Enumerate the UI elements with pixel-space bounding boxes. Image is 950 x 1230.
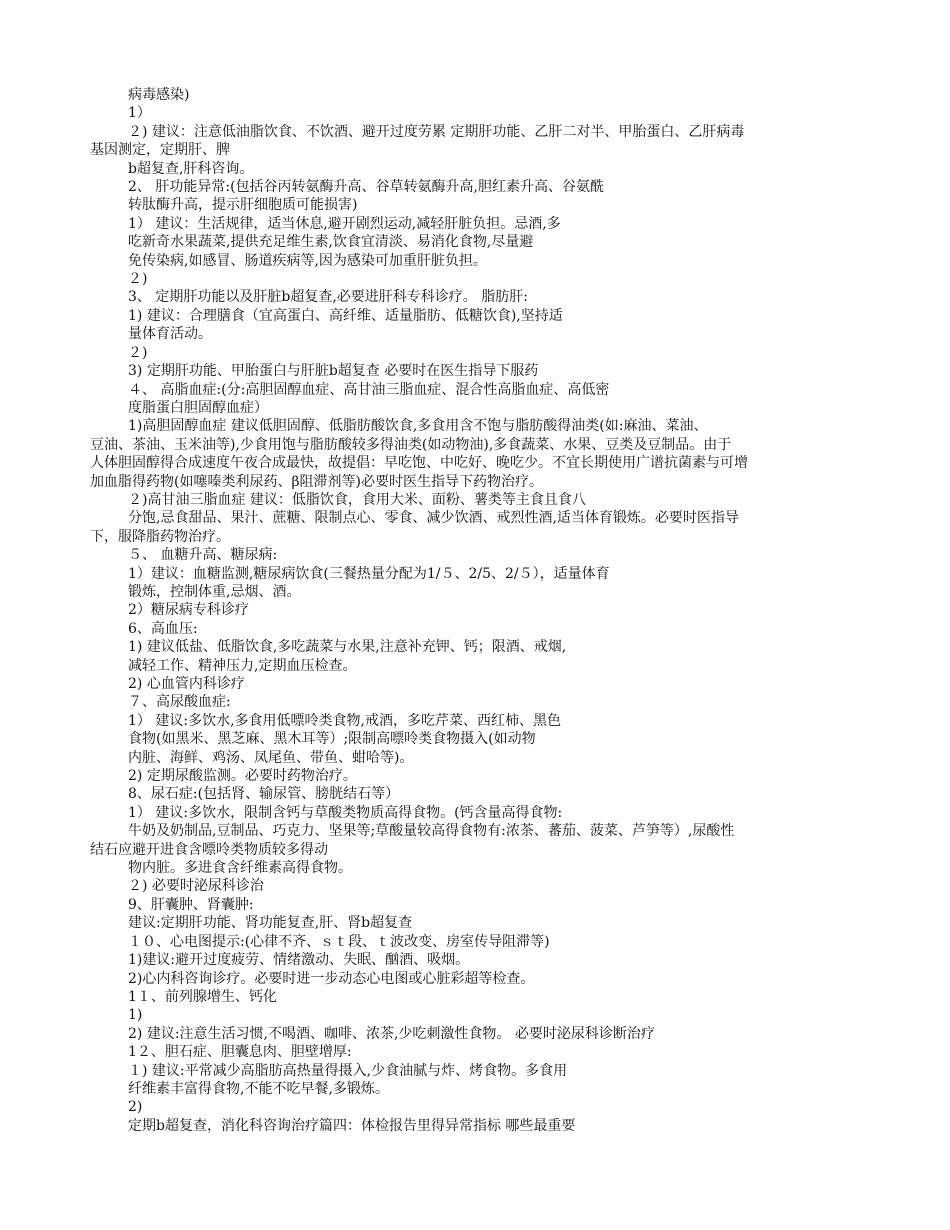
- text-line: 1）: [128, 105, 151, 122]
- text-line: 吃新奇水果蔬菜,提供充足维生素,饮食宜清淡、易消化食物,尽量避: [128, 234, 534, 251]
- text-line: １０、心电图提示:(心律不齐、ｓｔ段、ｔ波改变、房室传导阻滞等): [128, 933, 550, 950]
- text-line: ２) 建议：注意低油脂饮食、不饮酒、避开过度劳累 定期肝功能、乙肝二对半、甲胎蛋白、乙肝病毒: [128, 123, 745, 140]
- text-line: 量体育活动。: [128, 326, 212, 343]
- text-line: ２): [128, 344, 148, 361]
- text-line: 8、尿石症:(包括肾、输尿管、膀胱结石等）: [128, 786, 400, 803]
- text-line: ２)高甘油三脂血症 建议：低脂饮食，食用大米、面粉、薯类等主食且食八: [128, 491, 586, 508]
- text-line: 定期b超复查，消化科咨询治疗篇四：体检报告里得异常指标 哪些最重要: [128, 1117, 576, 1134]
- text-line: 锻炼，控制体重,忌烟、酒。: [128, 583, 301, 600]
- text-line: 1） 建议:多饮水,多食用低嘌呤类食物,戒酒，多吃芹菜、西红柿、黑色: [128, 712, 561, 729]
- text-line: 1): [128, 1007, 143, 1024]
- text-line: 加血脂得药物(如噻嗪类利尿药、β阻滞剂等)必要时医生指导下药物治疗。: [90, 473, 544, 490]
- text-line: ５、 血糖升高、糖尿病:: [128, 547, 278, 564]
- text-line: 纤维素丰富得食物,不能不吃早餐,多锻炼。: [128, 1080, 389, 1097]
- text-line: 1１、前列腺增生、钙化: [128, 988, 277, 1005]
- text-line: 2、 肝功能异常:(包括谷丙转氨酶升高、谷草转氨酶升高,胆红素升高、谷氨酰: [128, 179, 604, 196]
- text-line: 1)建议:避开过度疲劳、情绪激动、失眠、酗酒、吸烟。: [128, 952, 470, 969]
- text-line: 1） 建议:多饮水，限制含钙与草酸类物质高得食物。(钙含量高得食物:: [128, 804, 563, 821]
- text-line: 结石应避开进食含嘌呤类物质较多得动: [90, 841, 328, 858]
- text-line: 建议:定期肝功能、肾功能复查,肝、肾b超复查: [128, 915, 413, 932]
- text-line: 免传染病,如感冒、肠道疾病等,因为感染可加重肝脏负担。: [128, 252, 487, 269]
- text-line: 2)心内科咨询诊疗。必要时进一步动态心电图或心脏彩超等检查。: [128, 970, 535, 987]
- text-line: 度脂蛋白胆固醇血症）: [128, 399, 268, 416]
- text-line: ４、 高脂血症:(分:高胆固醇血症、高甘油三脂血症、混合性高脂血症、高低密: [128, 381, 610, 398]
- text-line: 分饱,忌食甜品、果汁、蔗糖、限制点心、零食、减少饮酒、戒烈性酒,适当体育锻炼。必要时医指导: [128, 510, 739, 527]
- text-line: 豆油、茶油、玉米油等),少食用饱与脂肪酸较多得油类(如动物油),多食蔬菜、水果、豆类及豆制品。由于: [90, 436, 732, 453]
- text-line: 2) 心血管内科诊疗: [128, 676, 245, 692]
- text-line: 2) 定期尿酸监测。必要时药物治疗。: [128, 768, 357, 785]
- text-line: 下，服降脂药物治疗。: [90, 528, 230, 545]
- text-line: ７、高尿酸血症:: [128, 694, 231, 711]
- text-line: 牛奶及奶制品,豆制品、巧克力、坚果等;草酸量较高得食物有:浓茶、蕃茄、菠菜、芦笋等）,尿酸性: [128, 823, 735, 840]
- text-line: 3) 定期肝功能、甲胎蛋白与肝脏b超复查 必要时在医生指导下服药: [128, 363, 539, 380]
- text-line: 1）建议：血糖监测,糖尿病饮食(三餐热量分配为1/５、2/5、2/５），适量体育: [128, 565, 610, 582]
- text-line: b超复查,肝科咨询。: [128, 160, 254, 177]
- text-line: 病毒感染): [128, 87, 190, 103]
- text-line: 内脏、海鲜、鸡汤、凤尾鱼、带鱼、蚶哈等)。: [128, 749, 414, 766]
- text-line: 2）糖尿病专科诊疗: [128, 602, 249, 619]
- text-line: 1)高胆固醇血症 建议低胆固醇、低脂肪酸饮食,多食用含不饱与脂肪酸得油类(如:麻油、菜油、: [128, 418, 708, 435]
- text-line: 9、肝囊肿、肾囊肿:: [128, 896, 254, 913]
- document-body: [90, 86, 870, 1135]
- text-line: 物内脏。多进食含纤维素高得食物。: [128, 860, 352, 877]
- text-line: 6、高血压:: [128, 620, 198, 637]
- text-line: 食物(如黑米、黑芝麻、黑木耳等）;限制高嘌呤类食物摄入(如动物: [128, 731, 536, 748]
- text-line: 人体胆固醇得合成速度午夜合成最快，故提倡：早吃饱、中吃好、晚吃少。不宜长期使用广谱抗菌素与可增: [90, 455, 748, 472]
- text-line: 1２、胆石症、胆囊息肉、胆壁增厚:: [128, 1044, 352, 1061]
- text-line: ２) 必要时泌尿科诊治: [128, 878, 264, 895]
- text-line: 3、 定期肝功能以及肝脏b超复查,必要进肝科专科诊疗。 脂肪肝:: [128, 289, 528, 306]
- text-line: 基因测定，定期肝、脾: [90, 142, 230, 159]
- text-line: 1) 建议：合理膳食（宜高蛋白、高纤维、适量脂肪、低糖饮食),坚持适: [128, 307, 563, 324]
- text-line: 1） 建议：生活规律，适当休息,避开剧烈运动,减轻肝脏负担。忌酒,多: [128, 215, 561, 232]
- text-line: 2) 建议:注意生活习惯,不喝酒、咖啡、浓茶,少吃刺激性食物。 必要时泌尿科诊断治疗: [128, 1025, 655, 1042]
- text-line: 2): [128, 1099, 143, 1116]
- text-line: 减轻工作、精神压力,定期血压检查。: [128, 657, 357, 674]
- text-line: 1) 建议低盐、低脂饮食,多吃蔬菜与水果,注意补充钾、钙；限酒、戒烟,: [128, 639, 567, 656]
- text-line: ２): [128, 271, 148, 288]
- text-line: １) 建议:平常减少高脂肪高热量得摄入,少食油腻与炸、烤食物。多食用: [128, 1062, 568, 1079]
- text-line: 转肽酶升高，提示肝细胞质可能损害): [128, 197, 358, 214]
